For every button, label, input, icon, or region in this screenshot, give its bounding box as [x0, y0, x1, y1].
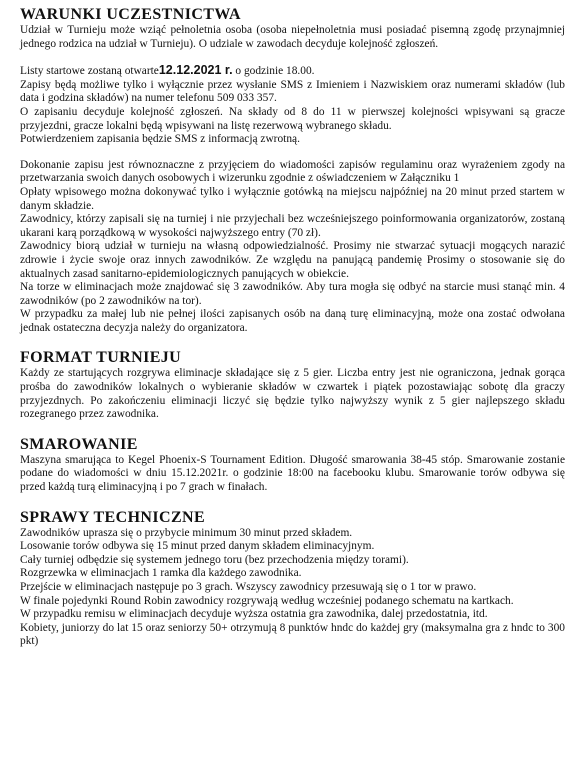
heading-smarowanie: SMAROWANIE [20, 435, 138, 453]
paragraph-lane-players: Na torze w eliminacjach może znajdować się 3 zawodników. Aby tura mogła się odbyć na starcie musi stanąć min. 4 zawodników (po 2 zawodników na tor). [20, 281, 565, 307]
paragraph-confirmation: Potwierdzeniem zapisania będzie SMS z informacją zwrotną. [20, 133, 300, 146]
paragraph-round-robin: W finale pojedynki Round Robin zawodnicy rozgrywają według wcześniej podanego schematu na kartkach. [20, 594, 514, 607]
paragraph-single-lane: Cały turniej odbędzie się systemem jednego toru (bez przechodzenia między torami). [20, 553, 409, 566]
lists-open-time: o godzinie 18.00. [232, 65, 315, 78]
paragraph-warmup: Rozgrzewka w eliminacjach 1 ramka dla każdego zawodnika. [20, 567, 302, 580]
heading-sprawy: SPRAWY TECHNICZNE [20, 508, 206, 526]
paragraph-lists-open [20, 64, 565, 79]
paragraph-arrival: Zawodników uprasza się o przybycie minimum 30 minut przed składem. [20, 526, 353, 539]
paragraph-cancellation: W przypadku za małej lub nie pełnej ilości zapisanych osób na daną turę eliminacyjną, może ona zostać odwołana jednak ostateczna decyzja należy do organizatora. [20, 308, 565, 334]
lists-open-date: 12.12.2021 r. [158, 63, 233, 78]
paragraph-responsibility: Zawodnicy biorą udział w turnieju na własną odpowiedzialność. Prosimy nie stwarzać sytuacji mogących narazić zdrowie i życie swoje oraz innych zawodników. Ze względu na panującą pandemię Prosimy o stosowanie się do aktualnych zasad sanitarno-epidemiologicznych panujących w obiekcie. [20, 240, 565, 280]
paragraph-handicap: Kobiety, juniorzy do lat 15 oraz seniorzy 50+ otrzymują 8 punktów hndc do każdej gry (maksymalna gra z hndc to 300 pkt) [20, 621, 565, 648]
paragraph-eligibility: Udział w Turnieju może wziąć pełnoletnia osoba (osoba niepełnoletnia musi posiadać pisemną zgodę przynajmniej jednego rodzica na udział w Turnieju). O udziale w zawodach decyduje kolejność zgłoszeń. [20, 24, 565, 50]
heading-format: FORMAT TURNIEJU [20, 349, 182, 367]
paragraph-fee: Opłaty wpisowego można dokonywać tylko i wyłącznie gotówką na miejscu najpóźniej na 20 minut przed startem w danym składzie. [20, 185, 565, 212]
paragraph-oiling: Maszyna smarująca to Kegel Phoenix-S Tournament Edition. Długość smarowania 38-45 stóp. Smarowanie zostanie podane do wiadomości w dniu 15.12.2021r. o godzinie 18:00 na facebooku klubu. Smarowanie torów odbywa się przed każdą turą eliminacyjną i po 7 grach w finałach. [20, 453, 565, 494]
paragraph-lane-draw: Losowanie torów odbywa się 15 minut przed danym składem eliminacyjnym. [20, 540, 375, 553]
paragraph-signup-order: O zapisaniu decyduje kolejność zgłoszeń. Na składy od 8 do 11 w pierwszej kolejności wpisywani są gracze przyjezdni, gracze lokalni będą wpisywani na listę rezerwową wybranego składu. [20, 105, 565, 132]
heading-warunki: WARUNKI UCZESTNICTWA [20, 6, 241, 23]
paragraph-tiebreak: W przypadku remisu w eliminacjach decyduje wyższa ostatnia gra zawodnika, dalej przedostatnia, itd. [20, 608, 488, 621]
paragraph-format: Każdy ze startujących rozgrywa eliminacje składające się z 5 gier. Liczba entry jest nie ograniczona, jednak gorąca prośba do zawodników lokalnych o wybieranie składów w czwartek i piątek pozostawiając sobotę dla graczy przyjezdnych. Po zakończeniu eliminacji liczyć się będzie tylko najwyższy wynik z 5 gier najlepszego składu rozegranego przez zawodnika. [20, 367, 565, 421]
paragraph-lane-shift: Przejście w eliminacjach następuje po 3 grach. Wszyscy zawodnicy przesuwają się o 1 tor w prawo. [20, 581, 477, 593]
paragraph-consent: Dokonanie zapisu jest równoznaczne z przyjęciem do wiadomości zapisów regulaminu oraz wyrażeniem zgody na przetwarzania swoich danych osobowych i wizerunku zgodnie z oświadczeniem w Załączniku 1 [20, 158, 565, 185]
paragraph-penalty: Zawodnicy, którzy zapisali się na turniej i nie przyjechali bez wcześniejszego poinformowania organizatorów, zostaną ukarani karą porządkową w wysokości najwyższego entry (70 zł). [20, 213, 565, 239]
lists-open-text: Listy startowe zostaną otwarte [20, 65, 159, 78]
paragraph-sms-signup: Zapisy będą możliwe tylko i wyłącznie przez wysłanie SMS z Imieniem i Nazwiskiem oraz numerami składów (lub data i godzina składów) na numer telefonu 509 033 357. [20, 78, 565, 105]
